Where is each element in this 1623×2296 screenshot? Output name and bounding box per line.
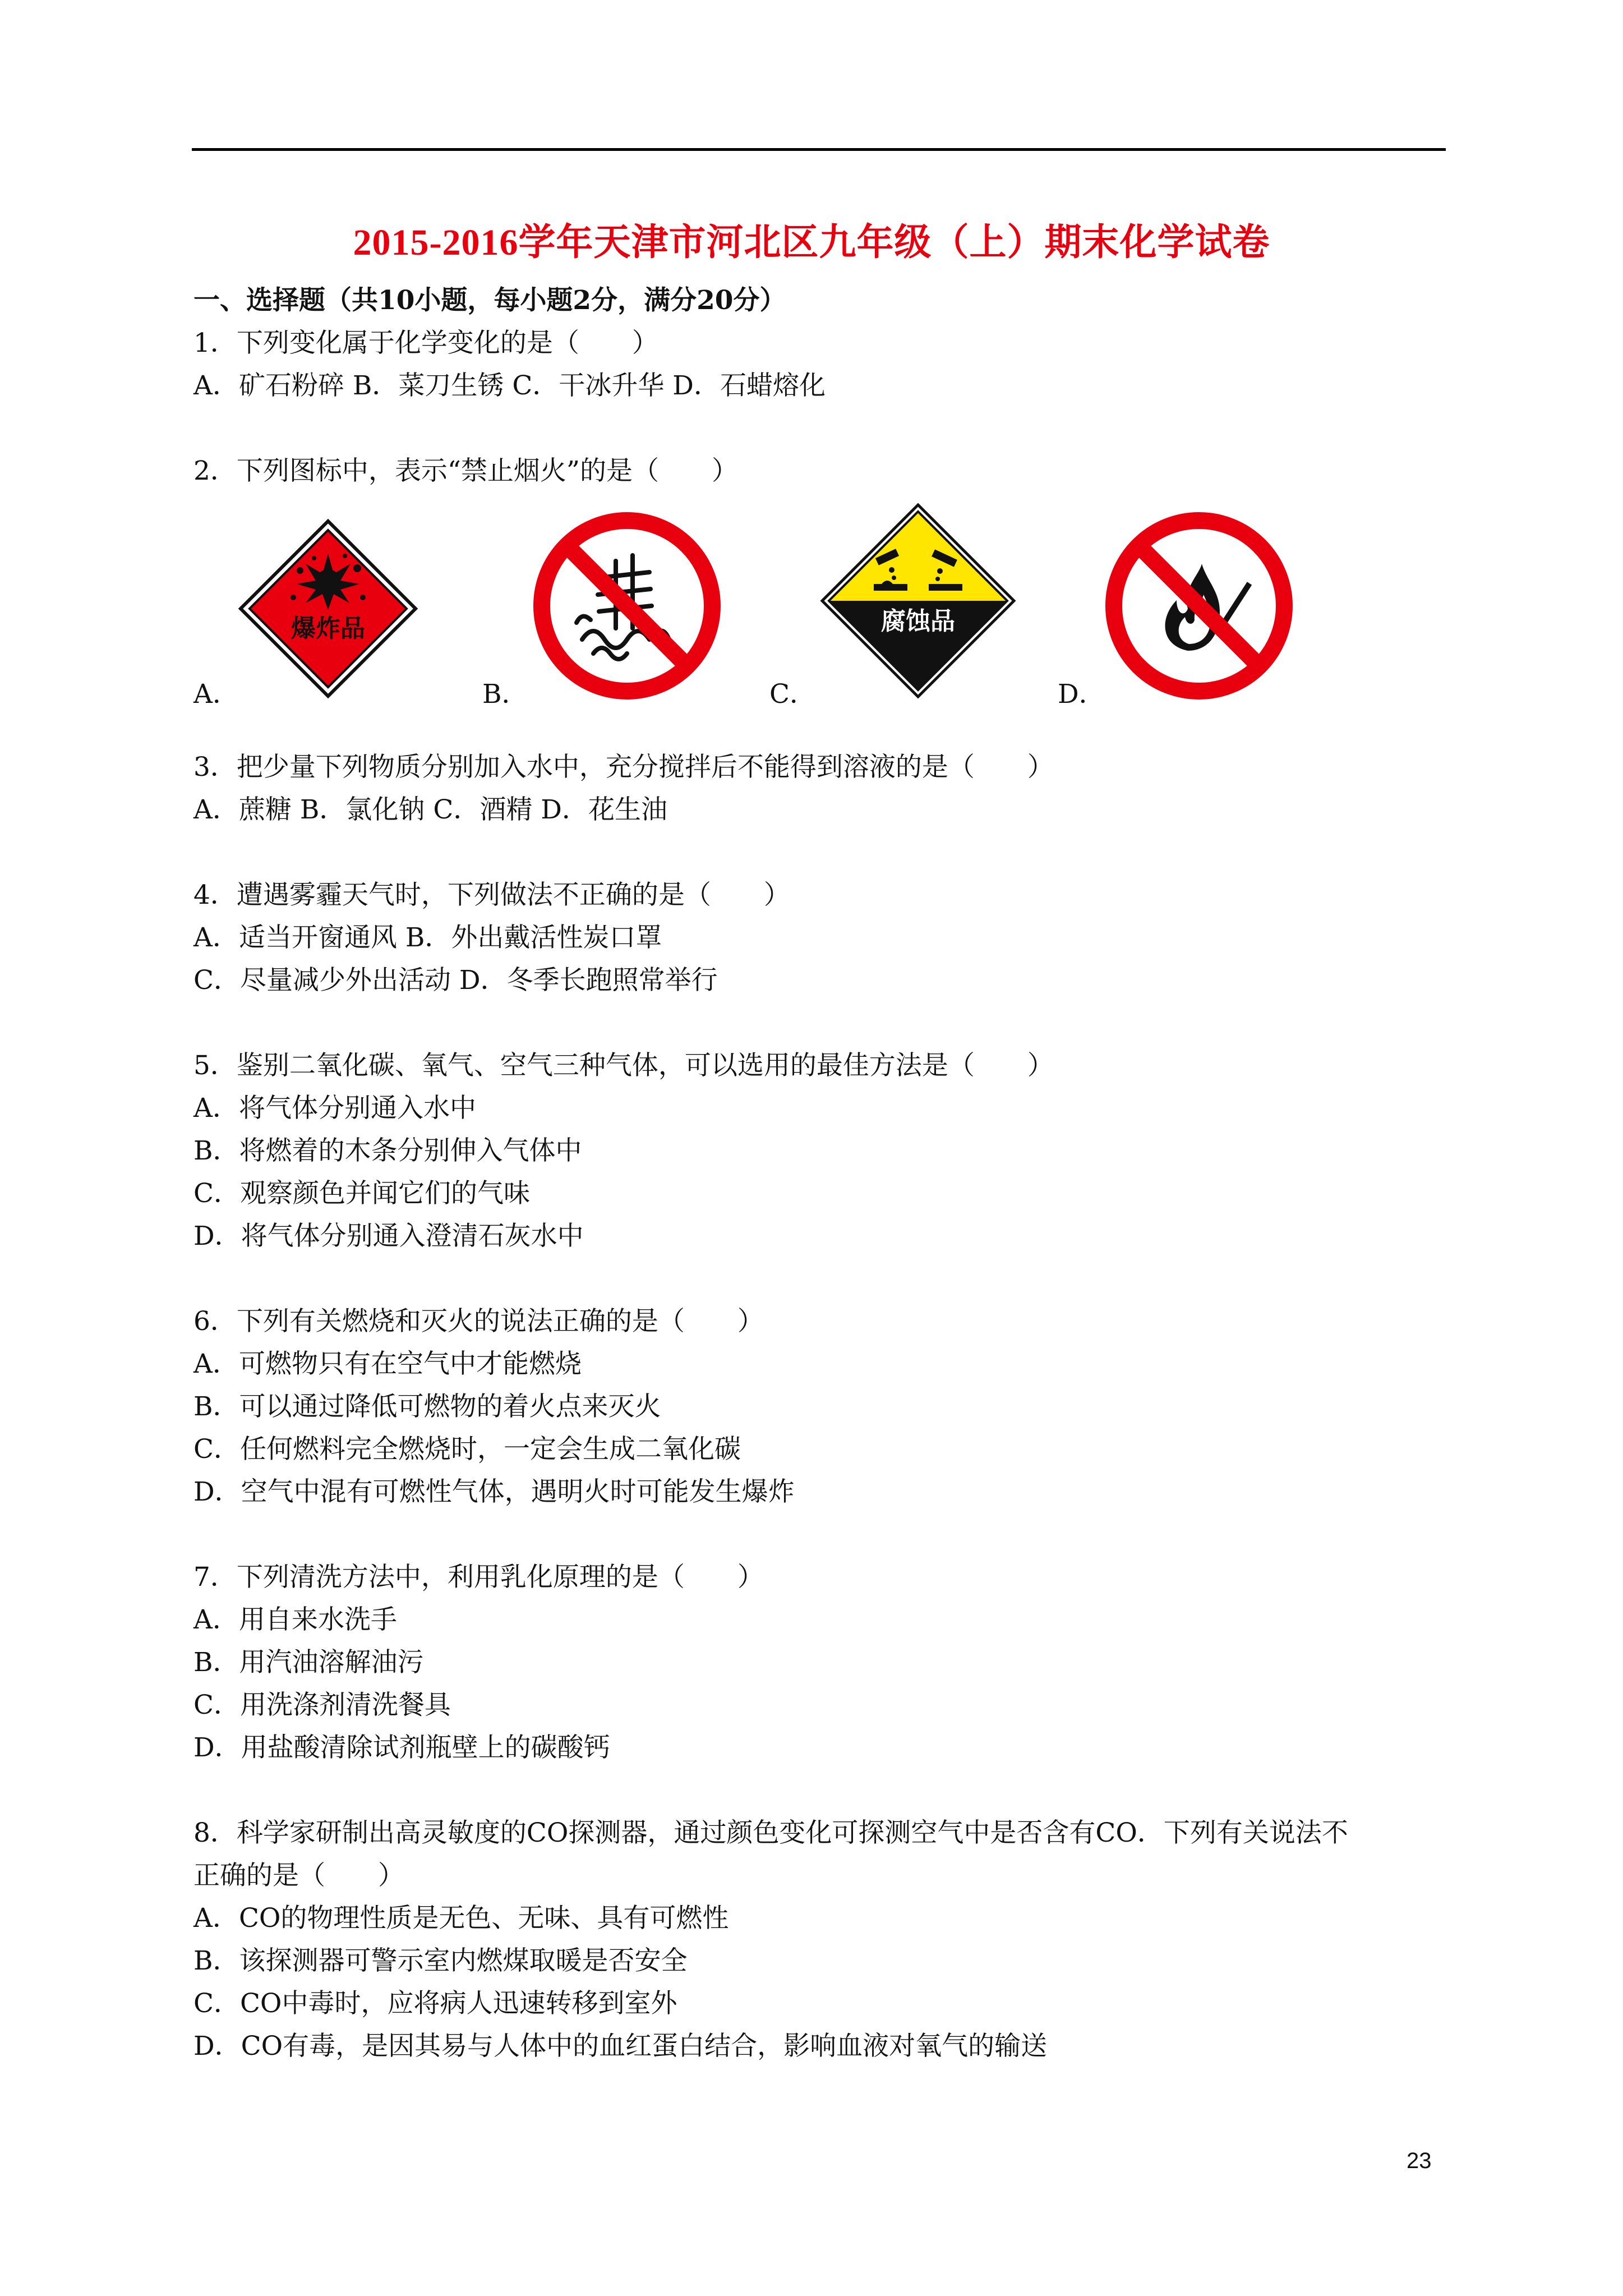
corrosive-sign-icon bbox=[820, 503, 1016, 699]
question-1: 1．下列变化属于化学变化的是（ ） bbox=[193, 328, 658, 358]
q2-option-b-label: B． bbox=[482, 679, 528, 710]
q7-option-a: A．用自来水洗手 bbox=[193, 1604, 397, 1635]
q6-option-a: A．可燃物只有在空气中才能燃烧 bbox=[193, 1349, 582, 1379]
header-rule bbox=[192, 148, 1446, 151]
q8-option-d: D．CO有毒，是因其易与人体中的血红蛋白结合，影响血液对氧气的输送 bbox=[193, 2031, 1048, 2062]
q5-option-b: B．将燃着的木条分别伸入气体中 bbox=[193, 1135, 582, 1166]
q3-options: A．蔗糖 B．氯化钠 C．酒精 D．花生油 bbox=[193, 794, 667, 825]
question-2: 2．下列图标中，表示“禁止烟火”的是（ ） bbox=[193, 455, 738, 486]
question-8-continued: 正确的是（ ） bbox=[193, 1860, 404, 1891]
q8-option-a: A．CO的物理性质是无色、无味、具有可燃性 bbox=[193, 1903, 729, 1934]
corrosive-sign-label: 腐蚀品 bbox=[881, 607, 955, 636]
no-fire-sign-icon bbox=[1104, 510, 1294, 701]
q2-option-a-label: A． bbox=[193, 679, 239, 710]
explosive-sign-icon bbox=[238, 519, 418, 698]
q1-options: A．矿石粉碎 B．菜刀生锈 C．干冰升华 D．石蜡熔化 bbox=[193, 370, 826, 401]
question-3: 3．把少量下列物质分别加入水中，充分搅拌后不能得到溶液的是（ ） bbox=[193, 752, 1054, 783]
section-heading: 一、选择题（共10小题，每小题2分，满分20分） bbox=[193, 285, 786, 316]
q5-option-c: C．观察颜色并闻它们的气味 bbox=[193, 1178, 530, 1209]
page-number: 23 bbox=[1407, 2148, 1432, 2173]
q5-option-d: D．将气体分别通入澄清石灰水中 bbox=[193, 1221, 584, 1251]
q2-option-c-label: C． bbox=[769, 679, 816, 710]
question-8: 8．科学家研制出高灵敏度的CO探测器，通过颜色变化可探测空气中是否含有CO．下列有关说法不 bbox=[193, 1818, 1348, 1848]
question-4: 4．遭遇雾霾天气时，下列做法不正确的是（ ） bbox=[193, 880, 790, 910]
q6-option-c: C．任何燃料完全燃烧时，一定会生成二氧化碳 bbox=[193, 1434, 741, 1465]
q4-options-ab: A．适当开窗通风 B．外出戴活性炭口罩 bbox=[193, 922, 662, 953]
exam-title: 2015-2016学年天津市河北区九年级（上）期末化学试卷 bbox=[353, 222, 1270, 263]
q7-option-d: D．用盐酸清除试剂瓶壁上的碳酸钙 bbox=[193, 1732, 610, 1763]
q8-option-b: B．该探测器可警示室内燃煤取暖是否安全 bbox=[193, 1945, 688, 1976]
question-5: 5．鉴别二氧化碳、氧气、空气三种气体，可以选用的最佳方法是（ ） bbox=[193, 1050, 1054, 1081]
q7-option-c: C．用洗涤剂清洗餐具 bbox=[193, 1690, 451, 1720]
no-open-flame-sign-icon bbox=[532, 510, 722, 701]
q2-option-d-label: D． bbox=[1058, 679, 1105, 710]
question-6: 6．下列有关燃烧和灭火的说法正确的是（ ） bbox=[193, 1306, 764, 1337]
q8-option-c: C．CO中毒时，应将病人迅速转移到室外 bbox=[193, 1988, 677, 2019]
q4-options-cd: C．尽量减少外出活动 D．冬季长跑照常举行 bbox=[193, 965, 718, 996]
q6-option-b: B．可以通过降低可燃物的着火点来灭火 bbox=[193, 1391, 661, 1422]
question-7: 7．下列清洗方法中，利用乳化原理的是（ ） bbox=[193, 1562, 764, 1593]
q6-option-d: D．空气中混有可燃性气体，遇明火时可能发生爆炸 bbox=[193, 1476, 795, 1507]
q7-option-b: B．用汽油溶解油污 bbox=[193, 1647, 424, 1678]
q5-option-a: A．将气体分别通入水中 bbox=[193, 1093, 476, 1124]
explosive-sign-label: 爆炸品 bbox=[291, 614, 365, 643]
